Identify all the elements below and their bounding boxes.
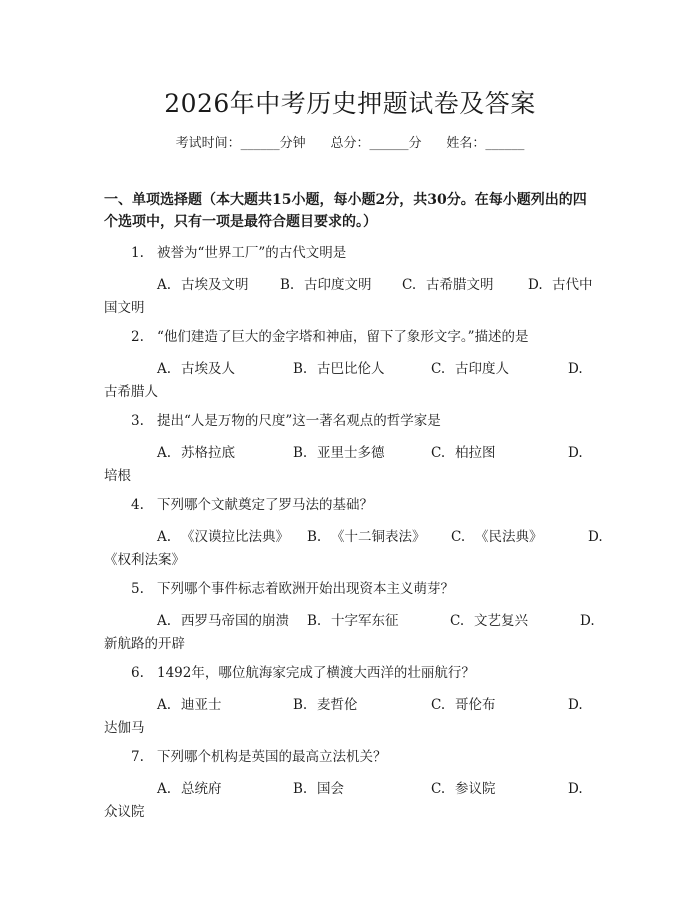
section-heading — [104, 189, 600, 233]
option-a: A. 西罗马帝国的崩溃 — [157, 613, 289, 629]
question-options — [104, 695, 604, 715]
option-b: B. 十字军东征 — [307, 613, 399, 629]
question-number: 7. — [131, 749, 144, 765]
question-number: 5. — [131, 581, 144, 597]
question-text: 下列哪个文献奠定了罗马法的基础？ — [157, 497, 373, 513]
question-number: 2. — [131, 329, 144, 345]
question-number: 1. — [131, 245, 144, 261]
score-unit: 分 — [408, 136, 422, 151]
question-7 — [104, 747, 604, 822]
option-d: D. — [568, 781, 583, 797]
option-wrap-text: 国文明 — [104, 300, 145, 316]
question-text: “他们建造了巨大的金字塔和神庙，留下了象形文字。”描述的是 — [157, 329, 529, 345]
option-c: C. 《民法典》 — [451, 529, 543, 545]
option-a: A. 古埃及文明 — [157, 277, 249, 293]
question-3 — [104, 411, 604, 486]
option-a: A. 总统府 — [157, 781, 222, 797]
option-a: A. 迪亚士 — [157, 697, 222, 713]
question-text: 1492年，哪位航海家完成了横渡大西洋的壮丽航行？ — [157, 665, 475, 681]
option-wrap-text: 古希腊人 — [104, 384, 158, 400]
question-number: 4. — [131, 497, 144, 513]
question-options — [104, 359, 604, 379]
option-c: C. 参议院 — [431, 781, 496, 797]
option-b: B. 亚里士多德 — [293, 445, 385, 461]
option-b: B. 古巴比伦人 — [293, 361, 385, 377]
option-b: B. 麦哲伦 — [293, 697, 358, 713]
exam-title: 2026年中考历史押题试卷及答案 — [164, 89, 536, 118]
time-unit: 分钟 — [279, 136, 306, 151]
score-label: 总分： — [330, 136, 370, 151]
option-a: A. 《汉谟拉比法典》 — [157, 529, 289, 545]
exam-info-line — [0, 132, 700, 151]
option-wrap-text: 《权利法案》 — [104, 552, 185, 568]
option-d: D. — [580, 613, 595, 629]
option-c: C. 古印度人 — [431, 361, 509, 377]
option-wrap-text: 达伽马 — [104, 720, 145, 736]
time-blank: ______ — [240, 136, 280, 151]
question-options — [104, 527, 604, 547]
option-wrap-text: 众议院 — [104, 804, 145, 820]
option-c: C. 柏拉图 — [431, 445, 496, 461]
section-heading-line1: 一、单项选择题（本大题共15小题，每小题2分，共30分。在每小题列出的四 — [104, 192, 587, 208]
option-d: D. — [568, 697, 583, 713]
option-wrap-text: 培根 — [104, 468, 131, 484]
question-options — [104, 611, 604, 631]
option-c: C. 文艺复兴 — [450, 613, 528, 629]
question-5 — [104, 579, 604, 654]
section-heading-line2: 个选项中，只有一项是最符合题目要求的。） — [104, 214, 377, 230]
name-label: 姓名： — [446, 136, 486, 151]
question-options — [104, 275, 604, 295]
option-d: D. — [588, 529, 603, 545]
question-number: 3. — [131, 413, 144, 429]
question-4 — [104, 495, 604, 570]
option-c: C. 哥伦布 — [431, 697, 496, 713]
question-2 — [104, 327, 604, 402]
option-wrap-text: 新航路的开辟 — [104, 636, 185, 652]
option-b: B. 古印度文明 — [280, 277, 372, 293]
time-label: 考试时间： — [175, 136, 241, 151]
option-c: C. 古希腊文明 — [402, 277, 494, 293]
score-blank: ______ — [369, 136, 409, 151]
question-6 — [104, 663, 604, 738]
option-a: A. 苏格拉底 — [157, 445, 235, 461]
name-blank: ______ — [485, 136, 525, 151]
question-1 — [104, 243, 604, 318]
question-options — [104, 779, 604, 799]
option-d: D. — [568, 361, 583, 377]
option-b: B. 《十二铜表法》 — [307, 529, 426, 545]
question-options — [104, 443, 604, 463]
option-d: D. — [568, 445, 583, 461]
question-text: 下列哪个事件标志着欧洲开始出现资本主义萌芽？ — [157, 581, 454, 597]
question-text: 被誉为“世界工厂”的古代文明是 — [157, 245, 347, 261]
question-number: 6. — [131, 665, 144, 681]
question-text: 下列哪个机构是英国的最高立法机关？ — [157, 749, 387, 765]
option-a: A. 古埃及人 — [157, 361, 235, 377]
question-text: 提出“人是万物的尺度”这一著名观点的哲学家是 — [157, 413, 441, 429]
option-b: B. 国会 — [293, 781, 344, 797]
option-d: D. 古代中 — [528, 277, 593, 293]
